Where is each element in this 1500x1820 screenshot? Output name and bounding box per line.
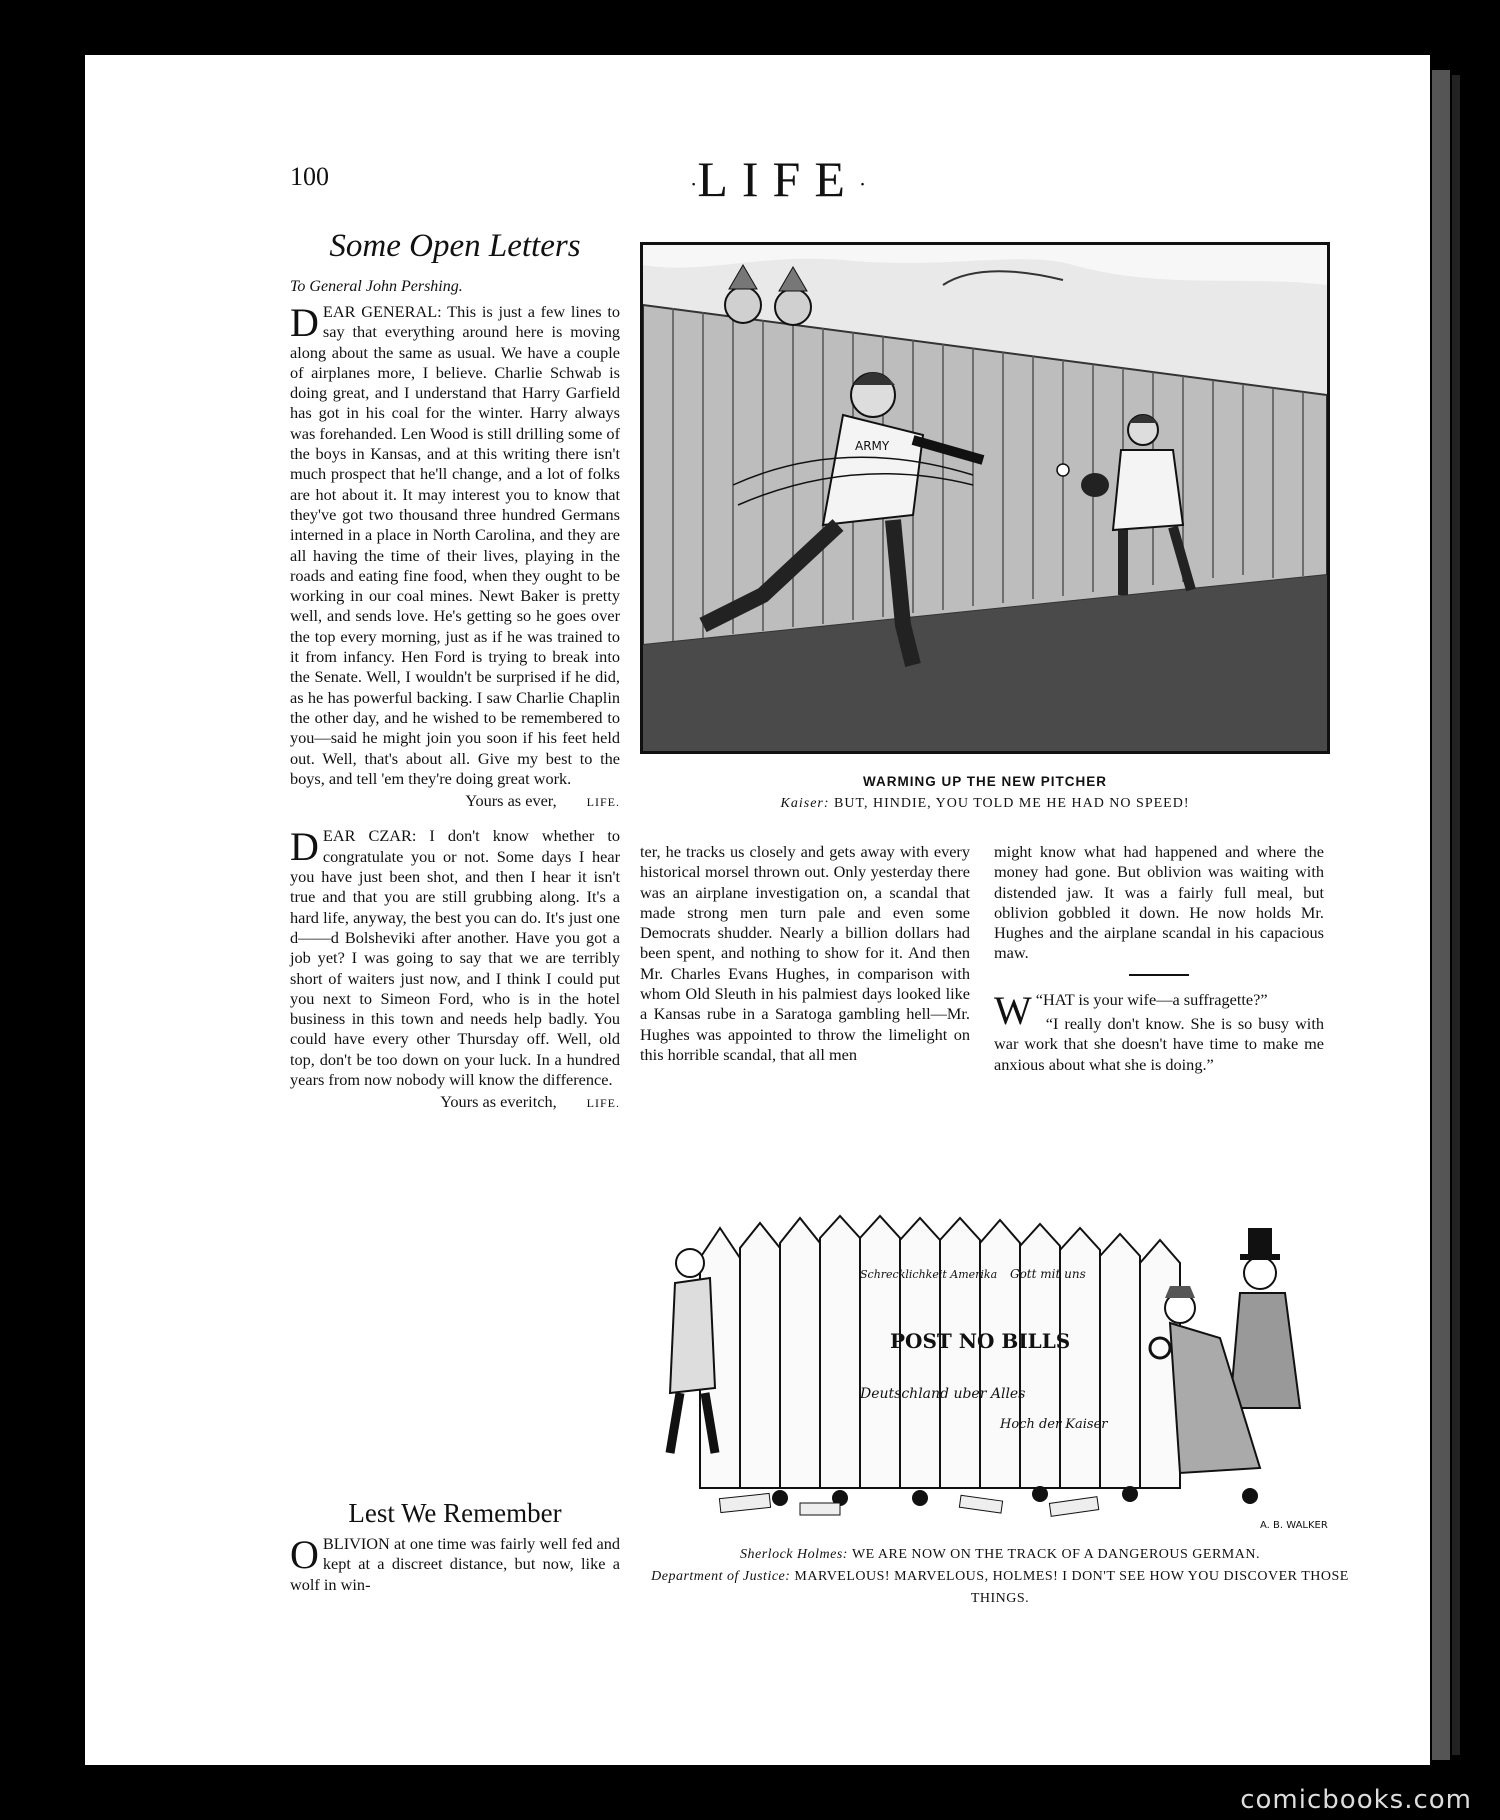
letter1-dropcap: D xyxy=(290,300,319,345)
pitcher-uniform-text: ARMY xyxy=(855,439,890,453)
graffiti-gott: Gott mit uns xyxy=(1010,1267,1086,1281)
site-watermark: comicbooks.com xyxy=(1240,1785,1472,1815)
letter2-signature: LIFE. xyxy=(586,1096,620,1111)
letter1-body: DEAR GENERAL: This is just a few lines to say that everything around here is moving along about the same as usual. We have a couple of airplanes more, I believe. Charlie Schwab is doing great, and I understand that Harry Garfield has got in his coal for the winter. Harry always was forehanded. Len Wood is still drilling some of the boys in Kansas, and at this writing there isn't much prospect that he'll change, and a lot of folks are hot about it. It may interest you to know that they've got two thousand three hundred Germans interned in a place in North Carolina, and they are all having the time of their lives, playing in the roads and eating fine food, when they ought to be working in our coal mines. Newt Baker is pretty well, and sends love. He's getting so he goes over the top every morning, just as if he was trained to it from infancy. Hen Ford is trying to break into the Senate. Well, I wouldn't be surprised if he did, as he has powerful backing. I saw Charlie Chaplin the other day, and he wished to be remembered to you—said he might join you soon if his feet held out. Well, that's about all. Give my best to the boys, and tell 'em they're doing great work. xyxy=(290,300,620,788)
page-number: 100 xyxy=(290,162,329,191)
sherlock-caption-line2: MARVELOUS! MARVELOUS, HOLMES! I DON'T SEE HOW YOU DISCOVER THOSE THINGS. xyxy=(794,1569,1349,1606)
letter1-recipient: To General John Pershing. xyxy=(290,278,463,295)
suffrage-answer: “I really don't know. She is so busy with war work that she doesn't have time to make me anxious about what she is doing.” xyxy=(994,1014,1324,1074)
lest-text-3: might know what had happened and where the money had gone. But oblivion was waiting with distended jaw. It was a fairly full meal, but oblivion gobbled it down. He now holds Mr. Hughes and the airplane scandal in his capacious maw. xyxy=(994,842,1324,963)
lest-text-1: BLIVION at one time was fairly well fed and kept at a discreet distance, but now, like a wolf in win- xyxy=(290,1534,620,1594)
suffrage-question: “ W HAT is your wife—a suffragette?” xyxy=(994,987,1268,1033)
lest-column-1 xyxy=(290,1534,620,1595)
sherlock-cartoon-caption xyxy=(640,1544,1360,1610)
pitcher-caption-speaker: Kaiser: xyxy=(780,796,830,811)
letters-heading: Some Open Letters xyxy=(329,228,581,264)
letter1-signature: LIFE. xyxy=(586,795,620,810)
letter2-closing: Yours as everitch, xyxy=(440,1092,557,1112)
letter2-body: DEAR CZAR: I don't know whether to congratulate you or not. Some days I hear you have just been shot, and then I hear it isn't true and that you are still grubbing along. It's a hard life, anyway, the best you can do. It's just one d——d Bolsheviki after another. Have you got a job yet? I was going to say that we are terribly short of waiters just now, and I think I could put you next to Simeon Ford, who is in the hotel business in this town and needs help badly. You could have every other Thursday off. Well, old top, don't be too down on your luck. In a hundred years from now nobody will know the difference. xyxy=(290,824,620,1089)
graffiti-amerika: Schrecklichkeit Amerika xyxy=(860,1268,998,1281)
masthead: ·LIFE· xyxy=(690,151,867,207)
pitcher-caption-line: BUT, HINDIE, YOU TOLD ME HE HAD NO SPEED! xyxy=(834,796,1190,811)
artist-signature: A. B. WALKER xyxy=(1260,1520,1328,1531)
pitcher-cartoon-caption xyxy=(640,796,1330,812)
post-no-bills-sign: POST NO BILLS xyxy=(890,1329,1071,1353)
lest-heading: Lest We Remember xyxy=(348,1498,562,1528)
masthead-title: LIFE xyxy=(697,151,859,207)
sherlock-caption-speaker2: Department of Justice: xyxy=(651,1569,791,1584)
sherlock-illustration xyxy=(660,1198,1370,1538)
lest-column-3 xyxy=(994,842,1324,1075)
graffiti-hoch: Hoch der Kaiser xyxy=(1000,1417,1108,1432)
sherlock-cartoon xyxy=(660,1198,1370,1558)
lest-dropcap: O xyxy=(290,1532,319,1577)
letter2-dropcap: D xyxy=(290,824,319,870)
letters-column xyxy=(290,302,620,1114)
lest-text-2: ter, he tracks us closely and gets away with every historical morsel thrown out. Only yesterday there was an airplane investigation on, a scandal that made strong men turn pale and even some Democrats shudder. Nearly a billion dollars had been spent, and nothing to show for it. And then Mr. Charles Evans Hughes, in comparison with whom Old Sleuth in his palmiest days looked like a Kansas rube in a Saratoga gambling hell—Mr. Hughes was appointed to throw the limelight on this horrible scandal, that all men xyxy=(640,842,970,1064)
pitcher-cartoon-title: WARMING UP THE NEW PITCHER xyxy=(862,774,1107,789)
suffrage-dropcap: W xyxy=(994,987,1032,1033)
pitcher-illustration xyxy=(643,245,1327,751)
pitcher-cartoon xyxy=(640,242,1330,754)
section-divider xyxy=(1129,974,1189,976)
book-spine-edge xyxy=(1452,75,1460,1755)
letter1-signoff xyxy=(290,791,620,812)
letter2-signoff xyxy=(290,1092,620,1113)
sherlock-caption-line1: WE ARE NOW ON THE TRACK OF A DANGEROUS GERMAN. xyxy=(851,1547,1260,1562)
sherlock-caption-speaker1: Sherlock Holmes: xyxy=(740,1547,848,1562)
lest-column-2 xyxy=(640,842,970,1065)
graffiti-deutschland: Deutschland uber Alles xyxy=(860,1386,1026,1402)
book-spine xyxy=(1432,70,1450,1760)
letter1-closing: Yours as ever, xyxy=(465,791,557,811)
